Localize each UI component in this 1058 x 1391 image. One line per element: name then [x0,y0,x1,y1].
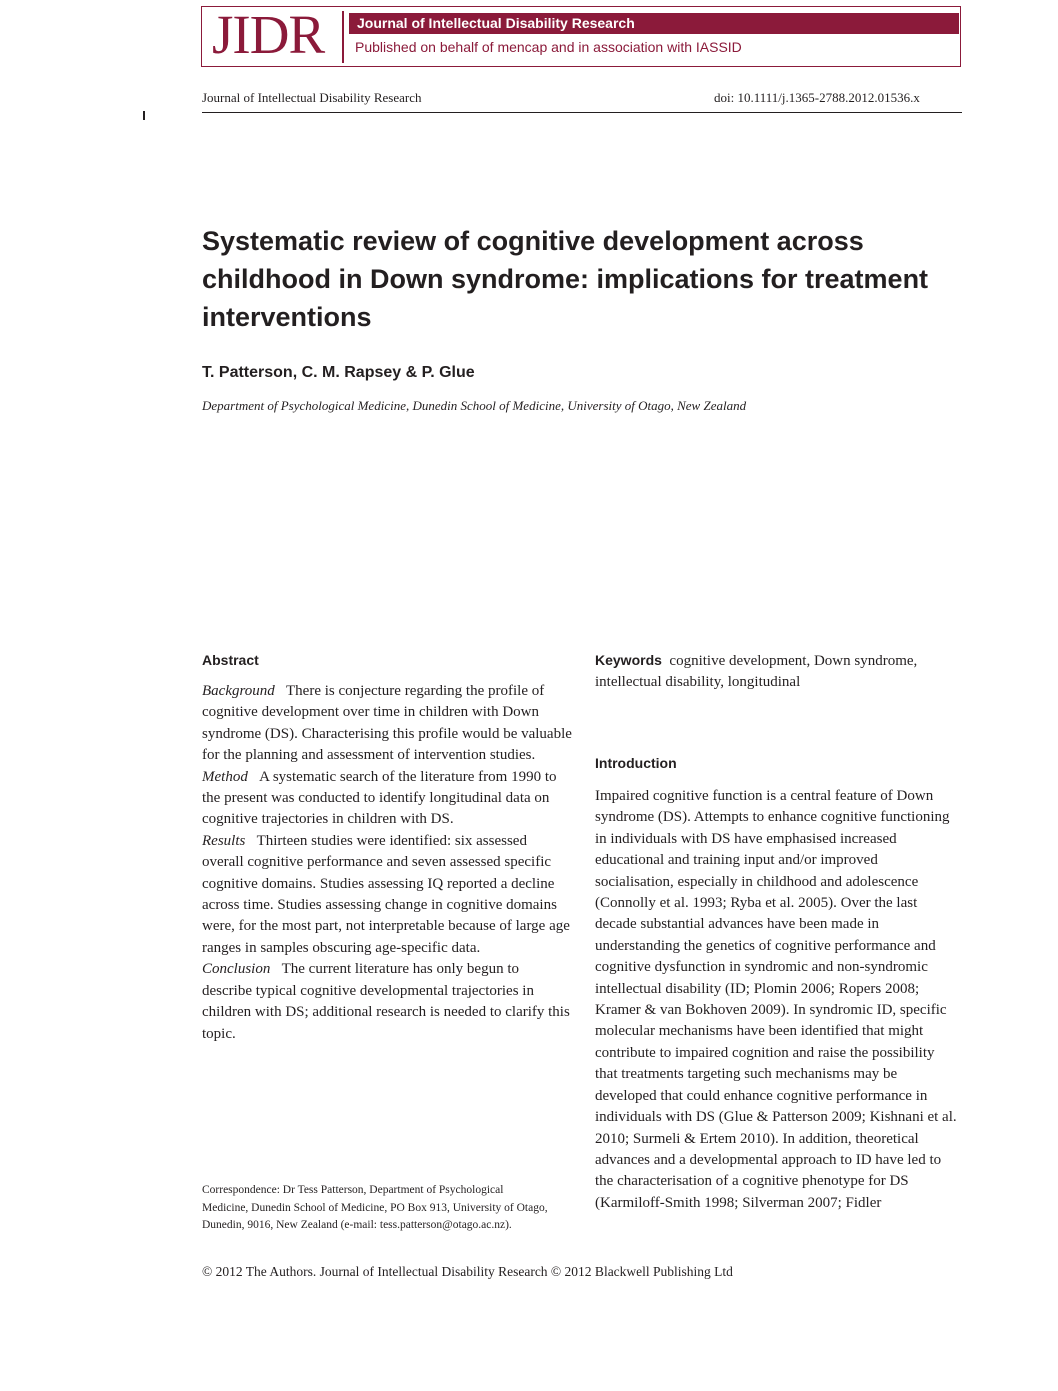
logo-divider [342,11,344,63]
abstract-method [202,767,572,831]
abstract-label: Results [202,832,246,849]
abstract-label: Conclusion [202,961,271,978]
abstract-body [202,681,572,1045]
article-title: Systematic review of cognitive development across childhood in Down syndrome: implications for treatment interventions [202,226,929,332]
abstract-text: Thirteen studies were identified: six assessed overall cognitive performance and seven assessed specific cognitive domains. Studies assessing IQ reported a decline across time. Studies assessing change in cognitive domains were, for the most part, not interpretable because of large age ranges in samples obscuring age-specific data. [202,832,570,956]
journal-logo: JIDR [212,4,325,65]
abstract-background [202,681,572,767]
running-header-doi: doi: 10.1111/j.1365-2788.2012.01536.x [714,90,920,105]
running-header-journal: Journal of Intellectual Disability Research [202,90,422,105]
journal-name: Journal of Intellectual Disability Research [357,15,635,31]
keywords-text: cognitive development, Down syndrome, intellectual disability, longitudinal [595,653,918,691]
abstract-heading: Abstract [202,652,259,668]
abstract-text: A systematic search of the literature from 1990 to the present was conducted to identify longitudinal data on cognitive trajectories in children with DS. [202,768,557,828]
correspondence-note: Correspondence: Dr Tess Patterson, Department of Psychological Medicine, Dunedin School of Medicine, PO Box 913, University of Otago, Dunedin, 9016, New Zealand (e-mail: tess.patterson@otago.ac.nz). [202,1184,548,1232]
introduction-body: Impaired cognitive function is a central feature of Down syndrome (DS). Attempts to enhance cognitive functioning in individuals with DS have emphasised increased educational and training input and/or improved socialisation, especially in childhood and adolescence (Connolly et al. 1993; Ryba et al. 2005). Over the last decade substantial advances have been made in understanding the genetics of cognitive performance and cognitive dysfunction in syndromic and non-syndromic intellectual disability (ID; Plomin 2006; Ropers 2008; Kramer & van Bokhoven 2009). In syndromic ID, specific molecular mechanisms have been identified that might contribute to impaired cognition and raise the possibility that treatments targeting such mechanisms may be developed that could enhance cognitive performance in individuals with DS (Glue & Patterson 2009; Kishnani et al. 2010; Surmeli & Ertem 2010). In addition, theoretical advances and a developmental approach to ID have led to the characterisation of a cognitive phenotype for DS (Karmiloff-Smith 1998; Silverman 2007; Fidler [595,788,957,1211]
abstract-text: The current literature has only begun to describe typical cognitive developmental trajectories in children with DS; additional research is needed to clarify this topic. [202,961,570,1042]
abstract-text: There is conjecture regarding the profile of cognitive development over time in children with Down syndrome (DS). Characterising this profile would be valuable for the planning and assessment of intervention studies. [202,683,572,764]
abstract-results [202,831,572,959]
keywords-label: Keywords [595,652,662,668]
abstract-label: Background [202,683,275,699]
published-note: Published on behalf of mencap and in association with IASSID [355,39,742,55]
introduction-heading: Introduction [595,755,677,771]
copyright-footer: © 2012 The Authors. Journal of Intellectual Disability Research © 2012 Blackwell Publishing Ltd [202,1264,733,1279]
abstract-conclusion [202,959,572,1045]
keywords [595,650,925,694]
header-rule [202,112,962,113]
abstract-label: Method [202,768,248,785]
article-authors: T. Patterson, C. M. Rapsey & P. Glue [202,364,475,381]
author-affiliation: Department of Psychological Medicine, Dunedin School of Medicine, University of Otago, New Zealand [202,398,747,413]
margin-mark [143,111,145,120]
